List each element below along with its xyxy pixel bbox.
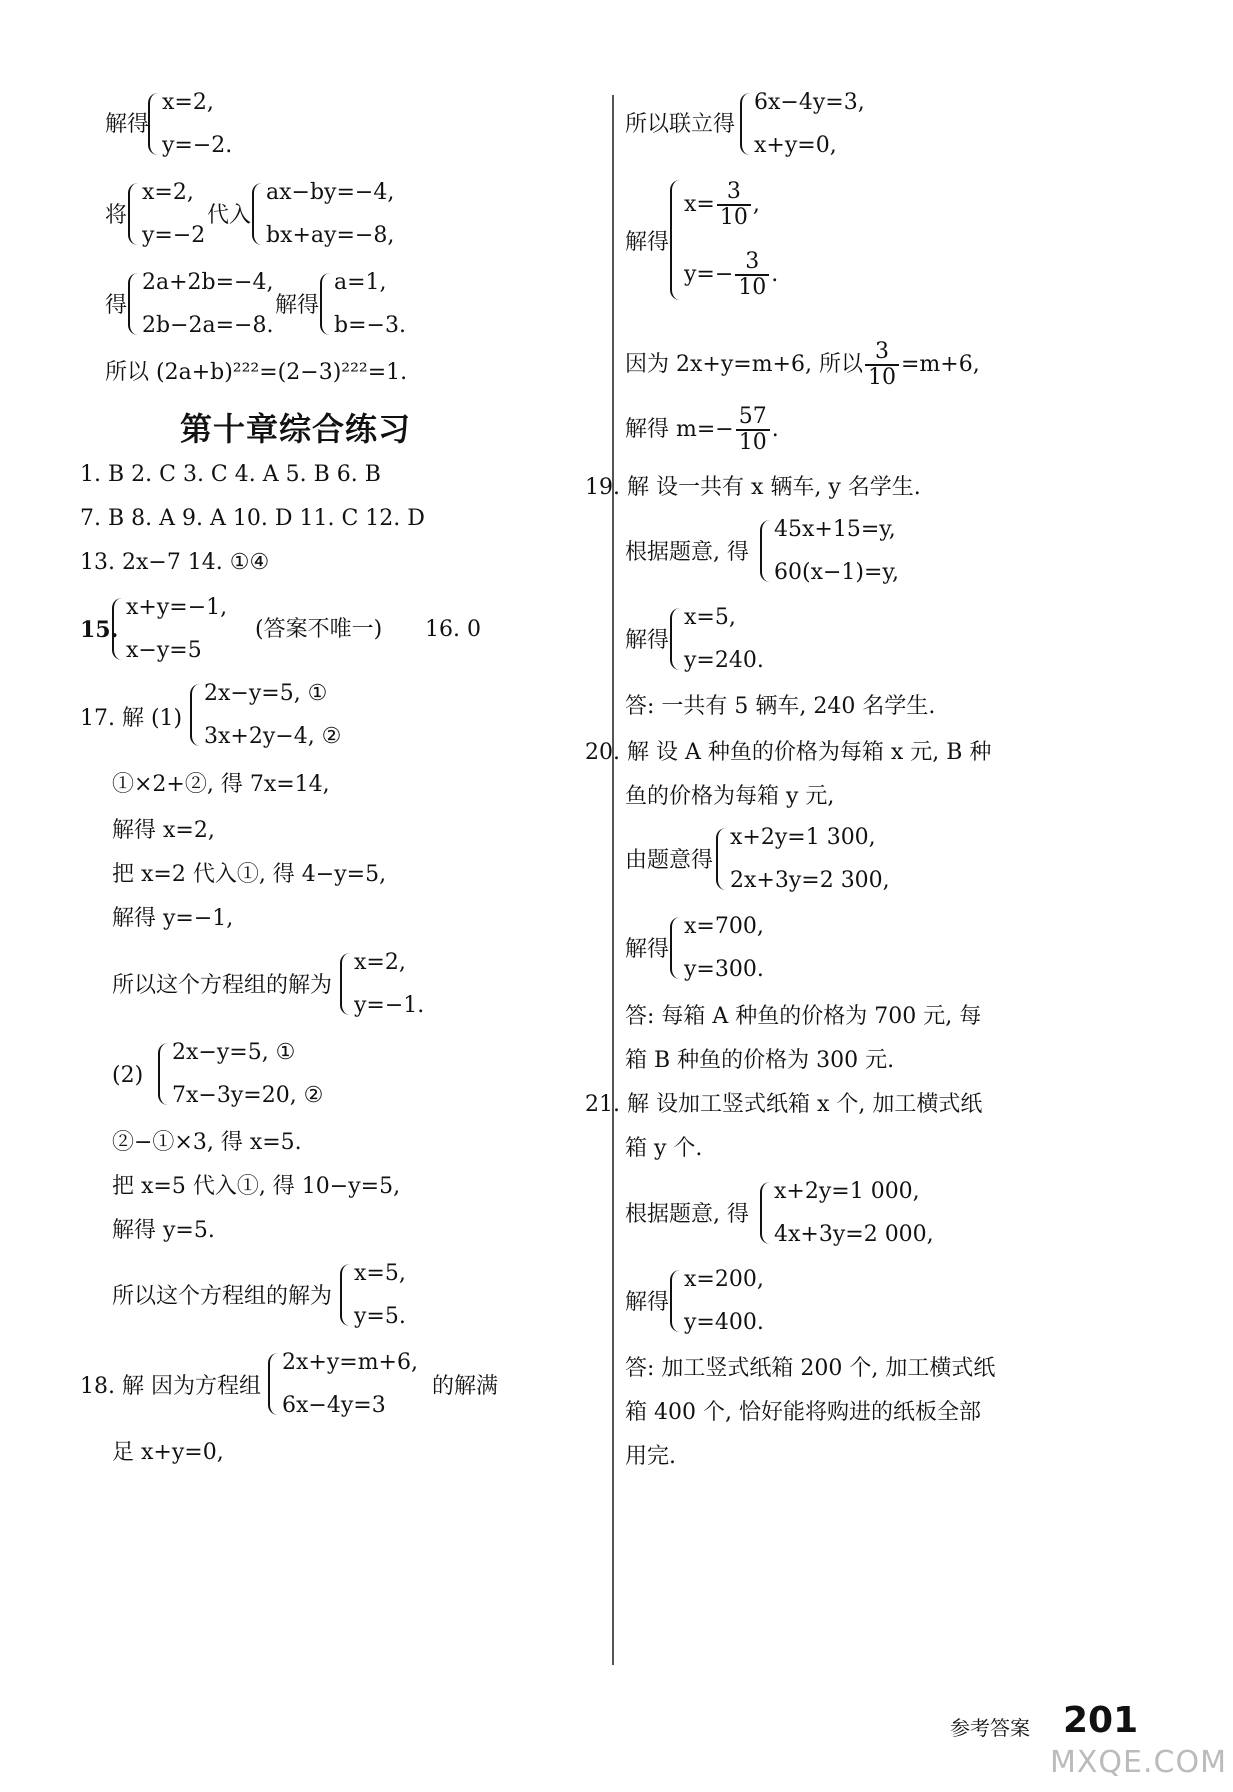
column-divider xyxy=(612,95,614,1665)
text: 解得 xyxy=(625,628,670,653)
text: 解得 xyxy=(625,1290,670,1315)
text: 所以这个方程组的解为 xyxy=(112,1284,333,1309)
text: 把 x=2 代入①, 得 4−y=5, xyxy=(112,862,387,887)
text: 所以这个方程组的解为 xyxy=(112,973,333,998)
text: 所以联立得 xyxy=(625,112,736,137)
text: ①×2+②, 得 7x=14, xyxy=(112,772,330,797)
watermark: MXQE.COM xyxy=(1050,1745,1227,1780)
text: 箱 y 个. xyxy=(625,1136,703,1161)
text: 用完. xyxy=(625,1444,676,1469)
text: 答: 加工竖式纸箱 200 个, 加工横式纸 xyxy=(625,1356,996,1381)
text: 得 xyxy=(105,293,128,318)
text: 的解满 xyxy=(432,1374,499,1399)
footer-label: 参考答案 xyxy=(950,1716,1030,1740)
question-head: 17. 解 (1) xyxy=(80,706,183,731)
text: 把 x=5 代入①, 得 10−y=5, xyxy=(112,1174,401,1199)
text: 根据题意, 得 xyxy=(625,1202,749,1227)
question-head: 18. 解 因为方程组 xyxy=(80,1374,261,1399)
question-head: 21. 解 设加工竖式纸箱 x 个, 加工横式纸 xyxy=(585,1092,983,1117)
text: 鱼的价格为每箱 y 元, xyxy=(625,784,835,809)
chapter-title: 第十章综合练习 xyxy=(180,410,412,448)
text: 代入 xyxy=(207,203,252,228)
text: 根据题意, 得 xyxy=(625,540,749,565)
text: 所以 (2a+b)²²²=(2−3)²²²=1. xyxy=(105,360,408,385)
question-head: 20. 解 设 A 种鱼的价格为每箱 x 元, B 种 xyxy=(585,740,992,765)
text: 解得 y=5. xyxy=(112,1218,215,1243)
text: 解得 xyxy=(625,937,670,962)
text: 由题意得 xyxy=(625,848,714,873)
text: 答: 每箱 A 种鱼的价格为 700 元, 每 xyxy=(625,1004,982,1029)
text: 将 xyxy=(105,203,128,228)
text: 足 x+y=0, xyxy=(112,1440,224,1465)
page-number: 201 xyxy=(1063,1700,1139,1741)
text: 解得 m=− $\frac{57}{10}$ . xyxy=(625,404,779,456)
answer: 16. 0 xyxy=(425,617,481,642)
text: ②−①×3, 得 x=5. xyxy=(112,1130,302,1155)
text: 箱 400 个, 恰好能将购进的纸板全部 xyxy=(625,1400,981,1425)
text: (2) xyxy=(112,1063,144,1088)
text: 解得 xyxy=(105,112,150,137)
answer-row: 1. B 2. C 3. C 4. A 5. B 6. B xyxy=(80,462,381,487)
text: 解得 y=−1, xyxy=(112,906,234,931)
text: 箱 B 种鱼的价格为 300 元. xyxy=(625,1048,895,1073)
question-number: 15. xyxy=(80,617,119,643)
text: (答案不唯一) xyxy=(255,617,383,642)
text: 解得 x=2, xyxy=(112,818,215,843)
text: 答: 一共有 5 辆车, 240 名学生. xyxy=(625,694,936,719)
text: 因为 2x+y=m+6, 所以 $\frac{3}{10}$ =m+6, xyxy=(625,339,980,391)
text: 解得 xyxy=(625,230,670,255)
answer-row: 13. 2x−7 14. ①④ xyxy=(80,550,270,575)
question-head: 19. 解 设一共有 x 辆车, y 名学生. xyxy=(585,475,921,500)
answer-row: 7. B 8. A 9. A 10. D 11. C 12. D xyxy=(80,506,425,531)
text: 解得 xyxy=(275,293,320,318)
